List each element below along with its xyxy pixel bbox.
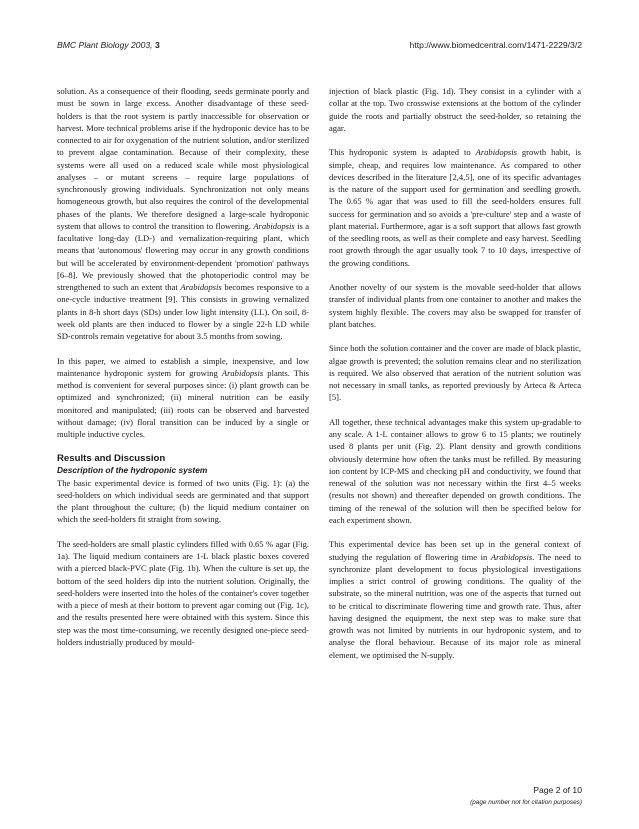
page-number: Page 2 of 10 <box>533 785 582 795</box>
page-header <box>57 40 582 50</box>
section-heading: Results and Discussion <box>57 452 166 464</box>
journal-citation <box>57 40 160 50</box>
paragraph: solution. As a consequence of their flooding, seeds germinate poorly and must be sown in large excess. Another disadvantage of these seed-holders is that the root system is partly inaccessible for observation or harvest. More technical problems arise if the hydroponic device has to be connected to air for oxygenation of the nutrient solution, and/or sterilized to prevent algae contamination. Because of their complexity, these systems were all used on a reduced scale while most physiological analyses – or mutant screens – require large populations of synchronously growing individuals. Synchronization not only means homogeneous growth, but also requires the control of the developmental phases of the plants. We therefore designed a large-scale hydroponic system that allows to control the transition to flowering. Arabidopsis is a facultative long-day (LD-) and vernalization-requiring plant, which means that 'autonomous' flowering may occur in any growth conditions but will be accelerated by environment-dependent 'promotion' pathways [6–8]. We previously showed that the photoperiodic control may be strengthened to such an extent that Arabidopsis becomes responsive to a one-cycle inductive treatment [9]. This consists in growing vernalized plants in 8-h short days (SDs) under low light intensity (LL). On soil, 8-week old plants are then induced to flower by a single 22-h LD while SD-controls remain vegetative for about 3.5 months from sowing. <box>57 86 310 341</box>
page-footer <box>470 784 582 810</box>
paragraph: Since both the solution container and the cover are made of black plastic, algae growth is prevented; the solution remains clear and no sterilization is required. We also observed that aeration of the nutrient solution was not necessary in small tanks, as reported previously by Arteca & Arteca [5]. <box>329 343 581 403</box>
left-column <box>57 85 309 648</box>
paragraph: This experimental device has been set up in the general context of studying the regulation of flowering time in Arabidopsis. The need to synchronize plant development to focus physiological investigations implies a strict control of growing conditions. The quality of the substrate, so the mineral nutrition, was one of the aspects that turned out to be critical to discriminate flowering time and growth rate. Thus, after having designed the equipment, the next step was to make sure that growth was not limited by nutrients in our hydroponic system, and to analyse the floral behaviour. Because of its major role as mineral element, we optimised the N-supply. <box>329 539 582 660</box>
paragraph: Another novelty of our system is the movable seed-holder that allows transfer of individual plants from one container to another and makes the system highly flexible. The covers may also be swapped for transfer of plant batches. <box>329 282 581 329</box>
paragraph: All together, these technical advantages make this system up-gradable to any scale. A 1-L container allows to grow 6 to 15 plants; we routinely used 8 plants per unit (Fig. 2). Plant density and growth conditions obviously determine how often the tanks must be refilled. By measuring ion content by ICP-MS and checking pH and conductivity, we found that renewal of the solution was not necessary within the first 4–5 weeks (results not shown) and thereafter depended on growth conditions. The timing of the renewal of the solution will then be specified below for each experiment shown. <box>329 416 581 525</box>
paragraph: injection of black plastic (Fig. 1d). They consist in a cylinder with a collar at the top. Two crosswise extensions at the bottom of the cylinder guide the roots and partially obstruct the seed-holder, so retaining the agar. <box>329 86 581 133</box>
paragraph: In this paper, we aimed to establish a simple, inexpensive, and low maintenance hydroponic system for growing Arabidopsis plants. This method is convenient for several purposes since: (i) plant growth can be optimized and synchronized; (ii) mineral nutrition can be easily monitored and manipulated; (iii) roots can be observed and harvested without damage; (iv) floral transition can be induced by a single or multiple inductive cycles. <box>57 355 309 440</box>
paragraph: The seed-holders are small plastic cylinders filled with 0.65 % agar (Fig. 1a). The liquid medium containers are 1-L black plastic boxes covered with a pierced black-PVC plate (Fig. 1b). When the culture is set up, the bottom of the seed holders dip into the nutrient solution. Originally, the seed-holders were inserted into the holes of the container's cover together with a piece of mesh at their bottom to prevent agar coming out (Fig. 1c), and the results presented here were obtained with this system. Since this step was the most time-consuming, we recently designed one-piece seed-holders industrially produced by mould- <box>57 538 309 647</box>
right-column <box>329 85 581 661</box>
journal-name: BMC Plant Biology 2003, <box>57 40 153 50</box>
paragraph: This hydroponic system is adapted to Arabidopsis growth habit, is simple, cheap, and requires low maintenance. As compared to other devices described in the literature [2,4,5], one of its specific advantages is the nature of the support used for germination and seedling growth. The 0.65 % agar that was used to fill the seed-holders ensures full success for germination and so avoids a 'pre-culture' step and a waste of plant material. Furthermore, agar is a soft support that allows fast growth of the seedling roots, as well as their complete and easy harvest. Seedling root growth through the agar usually took 7 to 10 days, irrespective of the growing conditions. <box>329 147 581 268</box>
subsection-heading: Description of the hydroponic system <box>57 464 208 475</box>
article-url[interactable]: http://www.biomedcentral.com/1471-2229/3/2 <box>409 40 582 50</box>
journal-volume: 3 <box>154 40 160 50</box>
citation-note: (page number not for citation purposes) <box>470 799 582 806</box>
paragraph: The basic experimental device is formed of two units (Fig. 1): (a) the seed-holders on which individual seeds are germinated and that support the plant throughout the culture; (b) the liquid medium container on which the seed-holders fit straight from sowing. <box>57 477 309 525</box>
